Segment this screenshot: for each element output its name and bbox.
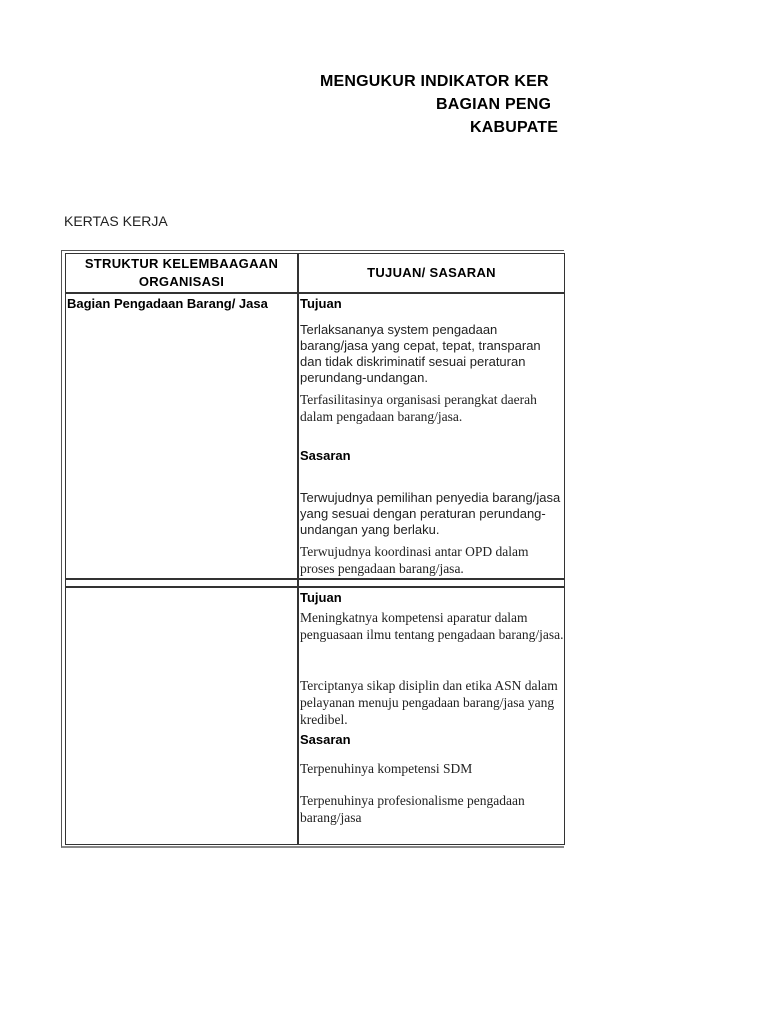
row2-sasaran-1: Terpenuhinya kompetensi SDM <box>300 761 473 776</box>
row2-sasaran-heading: Sasaran <box>300 732 351 747</box>
row-separator-left <box>65 579 298 587</box>
row2-tujuan-heading: Tujuan <box>300 590 342 605</box>
row2-tujuan-2: Terciptanya sikap disiplin dan etika ASN dalam pelayanan menuju pengadaan barang/jasa yang kredibel. <box>300 678 558 727</box>
header-structure: STRUKTUR KELEMBAAGAAN ORGANISASI <box>65 253 298 293</box>
row2-objectives-cell <box>298 587 565 845</box>
header-objectives: TUJUAN/ SASARAN <box>298 253 565 293</box>
document-title <box>0 70 563 142</box>
title-line-1: MENGUKUR INDIKATOR KER <box>320 73 549 90</box>
row1-sasaran-heading: Sasaran <box>300 448 351 463</box>
row1-tujuan-2: Terfasilitasinya organisasi perangkat daerah dalam pengadaan barang/jasa. <box>300 392 537 424</box>
row1-sasaran-1: Terwujudnya pemilihan penyedia barang/jasa yang sesuai dengan peraturan perundang-undangan yang berlaku. <box>300 490 561 537</box>
row1-unit-cell <box>65 293 298 579</box>
title-line-3: KABUPATE <box>470 119 559 136</box>
row1-tujuan-heading: Tujuan <box>300 296 342 311</box>
worksheet-table <box>61 250 564 848</box>
row1-tujuan-1: Terlaksananya system pengadaan barang/jasa yang cepat, tepat, transparan dan tidak diskriminatif sesuai peraturan perundang-undangan. <box>300 322 541 385</box>
row1-objectives-cell <box>298 293 565 579</box>
title-line-2: BAGIAN PENG <box>436 96 552 113</box>
row-separator-right <box>298 579 565 587</box>
row1-sasaran-2: Terwujudnya koordinasi antar OPD dalam proses pengadaan barang/jasa. <box>300 544 529 576</box>
section-label: KERTAS KERJA <box>64 213 168 229</box>
row2-sasaran-2: Terpenuhinya profesionalisme pengadaan barang/jasa <box>300 793 525 825</box>
row1-unit-name: Bagian Pengadaan Barang/ Jasa <box>67 296 268 311</box>
row2-tujuan-1: Meningkatnya kompetensi aparatur dalam penguasaan ilmu tentang pengadaan barang/jasa. <box>300 610 564 642</box>
row2-unit-cell <box>65 587 298 845</box>
